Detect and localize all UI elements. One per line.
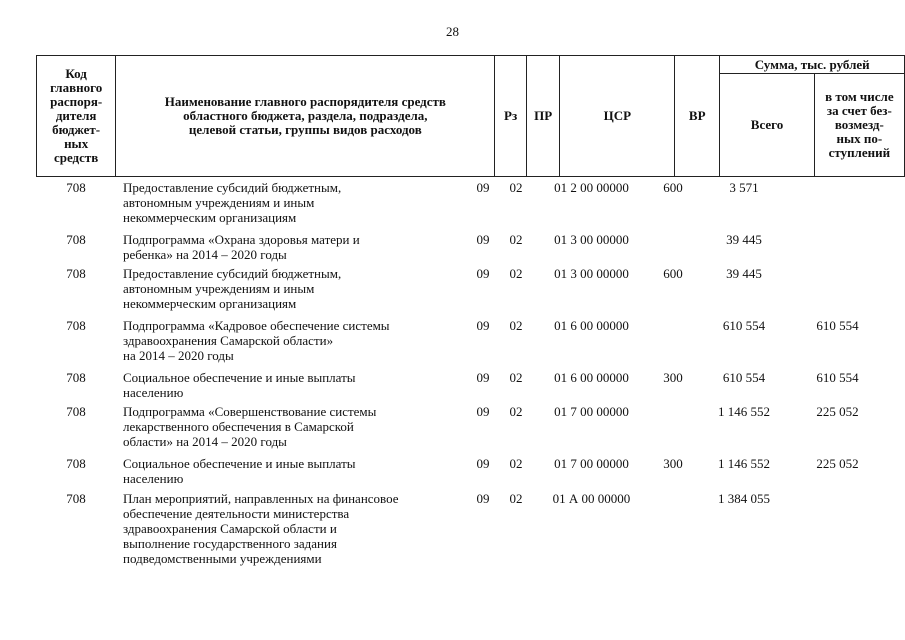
- header-rz: Рз: [495, 56, 527, 177]
- total-cell: 3 571: [729, 180, 759, 195]
- name-line: здравоохранения Самарской области»: [123, 333, 334, 348]
- csr-cell: 01 6 00 00000: [554, 370, 629, 385]
- total-cell: 1 146 552: [718, 456, 770, 471]
- name-line: Социальное обеспечение и иные выплаты: [123, 456, 356, 471]
- header-name-line: целевой статьи, группы видов расходов: [188, 122, 422, 137]
- page-number: 28: [446, 24, 459, 39]
- name-line: лекарственного обеспечения в Самарской: [123, 419, 354, 434]
- pr-cell: 02: [509, 232, 523, 247]
- code-cell: 708: [66, 232, 86, 247]
- total-cell: 1 384 055: [718, 491, 770, 506]
- name-line: некоммерческим организациям: [123, 210, 297, 225]
- header-name-line: Наименование главного распорядителя средств: [164, 94, 446, 109]
- csr-cell: 01 3 00 00000: [554, 266, 629, 281]
- name-line: области» на 2014 – 2020 годы: [123, 434, 287, 449]
- name-line: населению: [123, 385, 184, 400]
- pr-cell: 02: [509, 180, 523, 195]
- vr-cell: 300: [663, 370, 683, 385]
- name-line: обеспечение деятельности министерства: [123, 506, 350, 521]
- name-line: Предоставление субсидий бюджетным,: [123, 180, 342, 195]
- vr-cell: 300: [663, 456, 683, 471]
- rz-cell: 09: [476, 232, 490, 247]
- pr-cell: 02: [509, 456, 523, 471]
- code-cell: 708: [66, 318, 86, 333]
- rz-cell: 09: [476, 370, 490, 385]
- rz-cell: 09: [476, 266, 490, 281]
- rz-cell: 09: [476, 180, 490, 195]
- code-cell: 708: [66, 266, 86, 281]
- header-code-line: главного: [50, 80, 103, 95]
- header-incl-line: за счет без-: [826, 103, 892, 118]
- header-code: [37, 56, 116, 177]
- name-line: ребенка» на 2014 – 2020 годы: [123, 247, 287, 262]
- rz-cell: 09: [476, 404, 490, 419]
- csr-cell: 01 7 00 00000: [554, 404, 629, 419]
- code-cell: 708: [66, 456, 86, 471]
- header-code-line: Код: [65, 66, 87, 81]
- csr-cell: 01 6 00 00000: [554, 318, 629, 333]
- name-line: Подпрограмма «Совершенствование системы: [123, 404, 377, 419]
- total-cell: 610 554: [722, 370, 766, 385]
- name-line: на 2014 – 2020 годы: [123, 348, 234, 363]
- name-line: населению: [123, 471, 184, 486]
- rz-cell: 09: [476, 456, 490, 471]
- csr-cell: 01 А 00 00000: [552, 491, 631, 506]
- code-cell: 708: [66, 491, 86, 506]
- header-code-line: бюджет-: [52, 122, 101, 137]
- header-code-line: средств: [53, 150, 99, 165]
- code-cell: 708: [66, 180, 86, 195]
- header-code-line: распоря-: [50, 94, 103, 109]
- total-cell: 610 554: [722, 318, 766, 333]
- header-incl-line: ных по-: [836, 131, 883, 146]
- name-line: Подпрограмма «Охрана здоровья матери и: [123, 232, 360, 247]
- header-name-line: областного бюджета, раздела, подраздела,: [183, 108, 428, 123]
- incl-cell: 225 052: [816, 404, 859, 419]
- incl-cell: 610 554: [816, 370, 859, 385]
- vr-cell: 600: [663, 266, 683, 281]
- rz-cell: 09: [476, 318, 490, 333]
- name-line: План мероприятий, направленных на финансовое: [123, 491, 399, 506]
- total-cell: 39 445: [726, 232, 762, 247]
- incl-cell: 610 554: [816, 318, 859, 333]
- header-incl: [814, 74, 904, 177]
- name-line: здравоохранения Самарской области и: [123, 521, 337, 536]
- code-cell: 708: [66, 370, 86, 385]
- table-header: [36, 55, 905, 177]
- header-incl-line: возмезд-: [834, 117, 884, 132]
- pr-cell: 02: [509, 491, 523, 506]
- header-name: [116, 56, 495, 177]
- header-code-line: ных: [64, 136, 89, 151]
- name-line: подведомственными учреждениями: [123, 551, 322, 566]
- header-total: Всего: [720, 74, 814, 177]
- name-line: некоммерческим организациям: [123, 296, 297, 311]
- name-line: автономным учреждениям и иным: [123, 195, 315, 210]
- csr-cell: 01 2 00 00000: [554, 180, 629, 195]
- header-incl-line: в том числе: [825, 89, 894, 104]
- total-cell: 1 146 552: [718, 404, 770, 419]
- csr-cell: 01 3 00 00000: [554, 232, 629, 247]
- incl-cell: 225 052: [816, 456, 859, 471]
- header-code-line: дителя: [55, 108, 97, 123]
- name-line: выполнение государственного задания: [123, 536, 337, 551]
- csr-cell: 01 7 00 00000: [554, 456, 629, 471]
- name-line: Подпрограмма «Кадровое обеспечение системы: [123, 318, 390, 333]
- name-line: Социальное обеспечение и иные выплаты: [123, 370, 356, 385]
- header-csr: ЦСР: [560, 56, 675, 177]
- header-incl-line: ступлений: [828, 145, 891, 160]
- header-sum: Сумма, тыс. рублей: [720, 56, 905, 74]
- header-vr: ВР: [675, 56, 720, 177]
- vr-cell: 600: [663, 180, 683, 195]
- name-line: Предоставление субсидий бюджетным,: [123, 266, 342, 281]
- pr-cell: 02: [509, 266, 523, 281]
- code-cell: 708: [66, 404, 86, 419]
- pr-cell: 02: [509, 370, 523, 385]
- pr-cell: 02: [509, 404, 523, 419]
- header-pr: ПР: [526, 56, 560, 177]
- name-line: автономным учреждениям и иным: [123, 281, 315, 296]
- pr-cell: 02: [509, 318, 523, 333]
- rz-cell: 09: [476, 491, 490, 506]
- total-cell: 39 445: [726, 266, 762, 281]
